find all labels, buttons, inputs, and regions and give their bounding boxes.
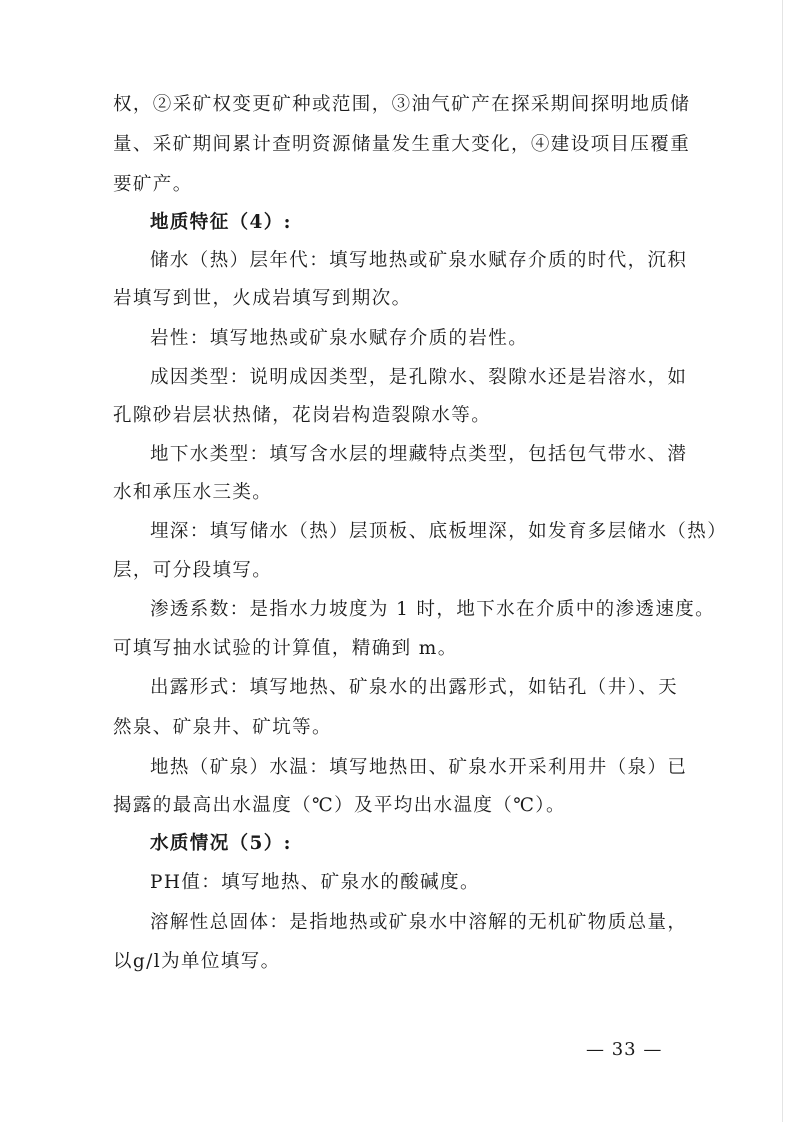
text-line-9: 孔隙砂岩层状热储，花岗岩构造裂隙水等。 [113,405,492,426]
text-line-3: 要矿产。 [113,174,193,195]
text-line-14: 渗透系数：是指水力坡度为 1 时，地下水在介质中的渗透速度。 [150,599,716,620]
text-line-1: 权，②采矿权变更矿种或范围，③油气矿产在探采期间探明地质储 [113,94,691,115]
text-line-7: 岩性：填写地热或矿泉水赋存介质的岩性。 [150,328,529,349]
text-line-6: 岩填写到世，火成岩填写到期次。 [113,288,412,309]
section-heading-geology: 地质特征（4）: [150,212,292,233]
text-line-10: 地下水类型：填写含水层的埋藏特点类型，包括包气带水、潜 [150,444,688,465]
text-line-8: 成因类型：说明成因类型，是孔隙水、裂隙水还是岩溶水，如 [150,367,688,388]
text-line-21: PH值：填写地热、矿泉水的酸碱度。 [150,872,480,893]
text-line-23: 以g/l为单位填写。 [113,951,281,972]
text-line-15: 可填写抽水试验的计算值，精确到 m。 [113,638,458,659]
text-line-11: 水和承压水三类。 [113,482,273,503]
text-line-12: 埋深：填写储水（热）层顶板、底板埋深，如发育多层储水（热） [150,521,728,542]
text-line-19: 揭露的最高出水温度（℃）及平均出水温度（℃）。 [113,795,566,816]
text-line-22: 溶解性总固体：是指地热或矿泉水中溶解的无机矿物质总量， [150,912,688,933]
text-line-13: 层，可分段填写。 [113,560,273,581]
text-line-16: 出露形式：填写地热、矿泉水的出露形式，如钻孔（井）、天 [150,677,679,698]
text-line-17: 然泉、矿泉井、矿坑等。 [113,717,332,738]
text-line-5: 储水（热）层年代：填写地热或矿泉水赋存介质的时代，沉积 [150,250,688,271]
page-number: — 33 — [586,1039,663,1060]
page-edge-line [782,0,783,1122]
section-heading-water-quality: 水质情况（5）: [150,833,292,854]
text-line-18: 地热（矿泉）水温：填写地热田、矿泉水开采利用井（泉）已 [150,757,688,778]
text-line-2: 量、采矿期间累计查明资源储量发生重大变化，④建设项目压覆重 [113,134,691,155]
